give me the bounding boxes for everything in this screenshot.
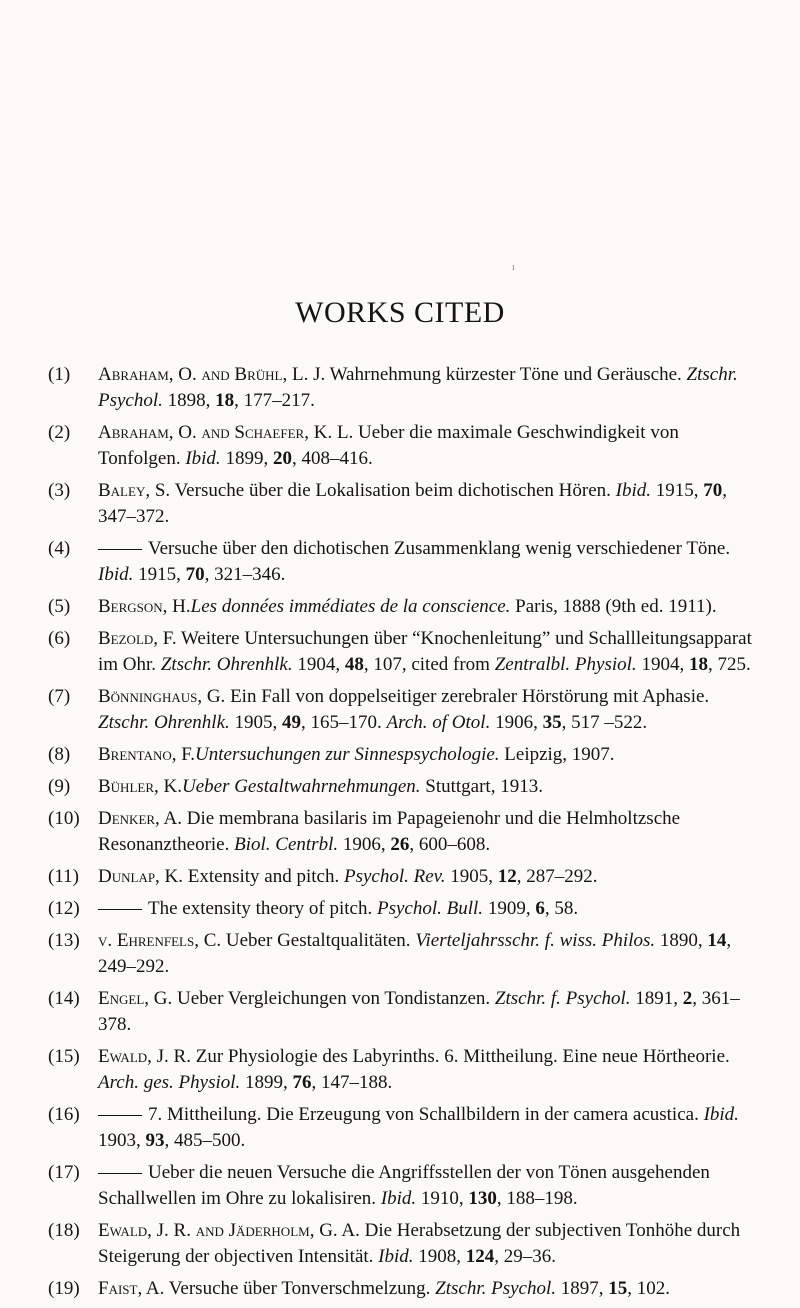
- ref-mid: , 165–170.: [301, 712, 387, 733]
- ref-volume: 18: [215, 390, 235, 411]
- ref-volume: 130: [468, 1188, 497, 1209]
- ref-text: Versuche über Tonverschmelzung.: [164, 1278, 436, 1299]
- ref-rest: Leipzig, 1907.: [499, 744, 615, 765]
- ref-pages: , 347–372.: [98, 480, 728, 527]
- ref-text: Versuche über den dichotischen Zusammenklang wenig verschiedener Töne.: [148, 538, 731, 559]
- ref-title: Les données immédiates de la conscience.: [190, 596, 511, 617]
- reference-entry: [48, 1102, 764, 1154]
- ref-number: (3): [48, 480, 71, 501]
- ref-number: (10): [48, 808, 80, 829]
- ref-number: (14): [48, 988, 80, 1009]
- ref-journal: Ibid.: [380, 1188, 417, 1209]
- ref-text: Die Herabsetzung der subjectiven Tonhöhe durch Steigerung der objectiven Intensität.: [98, 1220, 741, 1267]
- ref-year: 1906,: [338, 834, 391, 855]
- ref-journal: Psychol. Bull.: [377, 898, 484, 919]
- ref-text: Weitere Untersuchungen über “Knochenleitung” und Schallleitungsapparat im Ohr.: [98, 628, 752, 675]
- reference-entry: [48, 626, 764, 678]
- ref-journal: Psychol. Rev.: [343, 866, 446, 887]
- ref-number: (9): [48, 776, 71, 797]
- reference-entry: [48, 986, 764, 1038]
- reference-entry: [48, 896, 764, 922]
- ref-pages: , 600–608.: [409, 834, 491, 855]
- ref-volume-2: 18: [688, 654, 708, 675]
- ref-volume-2: 35: [542, 712, 562, 733]
- ref-text: Ueber die neuen Versuche die Angriffsstellen der von Tönen ausgehenden Schallwellen im Ohre zu lokalisiren.: [98, 1162, 710, 1209]
- ref-pages: , 321–346.: [204, 564, 286, 585]
- ref-pages: , 361–378.: [98, 988, 740, 1035]
- ref-journal: Ztschr. Psychol.: [98, 364, 738, 411]
- ref-text: Die membrana basilaris im Papageienohr und die Helmholtzsche Resonanztheorie.: [98, 808, 681, 855]
- ref-author: Faist, A.: [98, 1278, 165, 1299]
- ref-volume: 48: [344, 654, 364, 675]
- ref-number: (13): [48, 930, 80, 951]
- reference-entry: [48, 594, 764, 620]
- ref-author: Abraham, O. and Schaefer, K. L.: [98, 422, 354, 443]
- ditto-dash: [98, 549, 142, 550]
- reference-list: [48, 362, 764, 1308]
- reference-entry: [48, 774, 764, 800]
- ditto-dash: [98, 1115, 142, 1116]
- ref-pages: , 287–292.: [516, 866, 598, 887]
- ref-journal: Ztschr. Ohrenhlk.: [160, 654, 293, 675]
- reference-entry: [48, 1044, 764, 1096]
- reference-entry: [48, 806, 764, 858]
- ref-text: Versuche über die Lokalisation beim dichotischen Hören.: [170, 480, 616, 501]
- ref-title: Ueber Gestaltwahrnehmungen.: [181, 776, 421, 797]
- ref-volume: 70: [703, 480, 723, 501]
- ref-number: (18): [48, 1220, 80, 1241]
- ref-text: Ein Fall von doppelseitiger zerebraler Hörstörung mit Aphasie.: [225, 686, 710, 707]
- ref-title: Untersuchungen zur Sinnespsychologie.: [195, 744, 500, 765]
- ref-number: (2): [48, 422, 71, 443]
- ref-volume: 49: [282, 712, 302, 733]
- ref-number: (4): [48, 538, 71, 559]
- ref-author: Denker, A.: [98, 808, 182, 829]
- ditto-dash: [98, 909, 142, 910]
- ref-journal: Vierteljahrsschr. f. wiss. Philos.: [415, 930, 656, 951]
- ref-author: Dunlap, K.: [98, 866, 184, 887]
- ref-volume: 15: [608, 1278, 628, 1299]
- ref-volume: 124: [465, 1246, 495, 1267]
- page-mark: ı: [512, 262, 515, 273]
- ref-author: Ewald, J. R.: [98, 1046, 191, 1067]
- ref-author: Bühler, K.: [98, 776, 182, 797]
- ref-volume: 12: [497, 866, 517, 887]
- ref-volume: 6: [535, 898, 545, 919]
- ref-author: Bezold, F.: [98, 628, 177, 649]
- ref-year: 1899,: [240, 1072, 293, 1093]
- ref-volume: 76: [292, 1072, 312, 1093]
- ref-journal: Ibid.: [185, 448, 221, 469]
- ref-number: (17): [48, 1162, 80, 1183]
- ref-volume: 14: [707, 930, 727, 951]
- ref-pages: , 485–500.: [164, 1130, 246, 1151]
- ref-year: 1898,: [162, 390, 216, 411]
- ref-year: 1905,: [229, 712, 283, 733]
- ref-text: Ueber Gestaltqualitäten.: [221, 930, 416, 951]
- ref-volume: 93: [145, 1130, 165, 1151]
- ref-number: (19): [48, 1278, 80, 1299]
- reference-entry: [48, 684, 764, 736]
- ref-author: Bergson, H.: [98, 596, 191, 617]
- ref-year: 1904,: [292, 654, 345, 675]
- ref-year: 1890,: [655, 930, 708, 951]
- ref-number: (11): [48, 866, 79, 887]
- ref-author: Baley, S.: [98, 480, 171, 501]
- ref-author: v. Ehrenfels, C.: [98, 930, 222, 951]
- ref-year: 1915,: [133, 564, 186, 585]
- ref-year-2: 1904,: [636, 654, 689, 675]
- ref-text: Ueber Vergleichungen von Tondistanzen.: [172, 988, 495, 1009]
- ref-mid: , 107, cited from: [363, 654, 495, 675]
- reference-entry: [48, 742, 764, 768]
- ref-rest: Stuttgart, 1913.: [420, 776, 543, 797]
- ref-journal: Biol. Centrbl.: [234, 834, 339, 855]
- ref-journal-2: Zentralbl. Physiol.: [494, 654, 637, 675]
- reference-entry: [48, 362, 764, 414]
- ref-pages: , 177–217.: [234, 390, 315, 411]
- ref-author: Brentano, F.: [98, 744, 196, 765]
- ref-author: Abraham, O. and Brühl, L. J.: [98, 364, 326, 385]
- ref-year: 1910,: [416, 1188, 469, 1209]
- ref-pages: , 408–416.: [291, 448, 373, 469]
- ref-pages: , 188–198.: [496, 1188, 578, 1209]
- ref-text: Ueber die maximale Geschwindigkeit von Tonfolgen.: [98, 422, 679, 469]
- ref-author: Bönninghaus, G.: [98, 686, 226, 707]
- ref-volume: 26: [390, 834, 410, 855]
- page-title: WORKS CITED: [295, 296, 505, 329]
- ref-number: (1): [48, 364, 71, 385]
- ref-volume: 70: [185, 564, 205, 585]
- ref-year-2: 1906,: [490, 712, 543, 733]
- ref-journal: Ztschr. f. Psychol.: [494, 988, 631, 1009]
- ref-number: (7): [48, 686, 71, 707]
- reference-entry: [48, 1160, 764, 1212]
- ref-text: The extensity theory of pitch.: [148, 898, 377, 919]
- ref-pages: , 102.: [627, 1278, 670, 1299]
- ref-year: 1909,: [483, 898, 536, 919]
- ref-pages-2: , 517 –522.: [561, 712, 648, 733]
- reference-entry: [48, 1276, 764, 1302]
- ref-number: (15): [48, 1046, 80, 1067]
- ref-journal: Ibid.: [615, 480, 652, 501]
- ref-author: Ewald, J. R. and Jäderholm, G. A.: [98, 1220, 360, 1241]
- ref-journal: Ibid.: [703, 1104, 739, 1125]
- ref-year: 1915,: [651, 480, 704, 501]
- ref-text: Extensity and pitch.: [183, 866, 344, 887]
- ref-text: Zur Physiologie des Labyrinths. 6. Mittheilung. Eine neue Hörtheorie.: [190, 1046, 730, 1067]
- ref-pages-2: , 725.: [707, 654, 751, 675]
- ref-number: (16): [48, 1104, 80, 1125]
- ref-pages: , 147–188.: [311, 1072, 393, 1093]
- ref-journal: Ibid.: [98, 564, 134, 585]
- ref-journal: Ztschr. Ohrenhlk.: [98, 712, 230, 733]
- reference-entry: [48, 420, 764, 472]
- ref-journal: Arch. ges. Physiol.: [98, 1072, 241, 1093]
- reference-entry: [48, 1218, 764, 1270]
- ref-author: Engel, G.: [98, 988, 173, 1009]
- reference-entry: [48, 478, 764, 530]
- reference-entry: [48, 536, 764, 588]
- ref-year: 1891,: [630, 988, 683, 1009]
- ref-number: (8): [48, 744, 71, 765]
- ref-rest: Paris, 1888 (9th ed. 1911).: [510, 596, 717, 617]
- ref-number: (12): [48, 898, 80, 919]
- ref-pages: , 58.: [544, 898, 579, 919]
- ref-text: 7. Mittheilung. Die Erzeugung von Schallbildern in der camera acustica.: [148, 1104, 704, 1125]
- ref-journal-2: Arch. of Otol.: [386, 712, 491, 733]
- ref-number: (5): [48, 596, 71, 617]
- ref-number: (6): [48, 628, 71, 649]
- ref-year: 1908,: [413, 1246, 466, 1267]
- ref-year: 1905,: [445, 866, 498, 887]
- ditto-dash: [98, 1173, 142, 1174]
- ref-journal: Ibid.: [378, 1246, 414, 1267]
- ref-pages: , 249–292.: [98, 930, 732, 977]
- ref-year: 1903,: [98, 1130, 146, 1151]
- ref-journal: Ztschr. Psychol.: [435, 1278, 556, 1299]
- ref-text: Wahrnehmung kürzester Töne und Geräusche.: [325, 364, 687, 385]
- reference-entry: [48, 928, 764, 980]
- ref-volume: 20: [272, 448, 292, 469]
- ref-year: 1897,: [556, 1278, 609, 1299]
- ref-pages: , 29–36.: [494, 1246, 557, 1267]
- ref-year: 1899,: [220, 448, 273, 469]
- reference-entry: [48, 864, 764, 890]
- ref-volume: 2: [682, 988, 693, 1009]
